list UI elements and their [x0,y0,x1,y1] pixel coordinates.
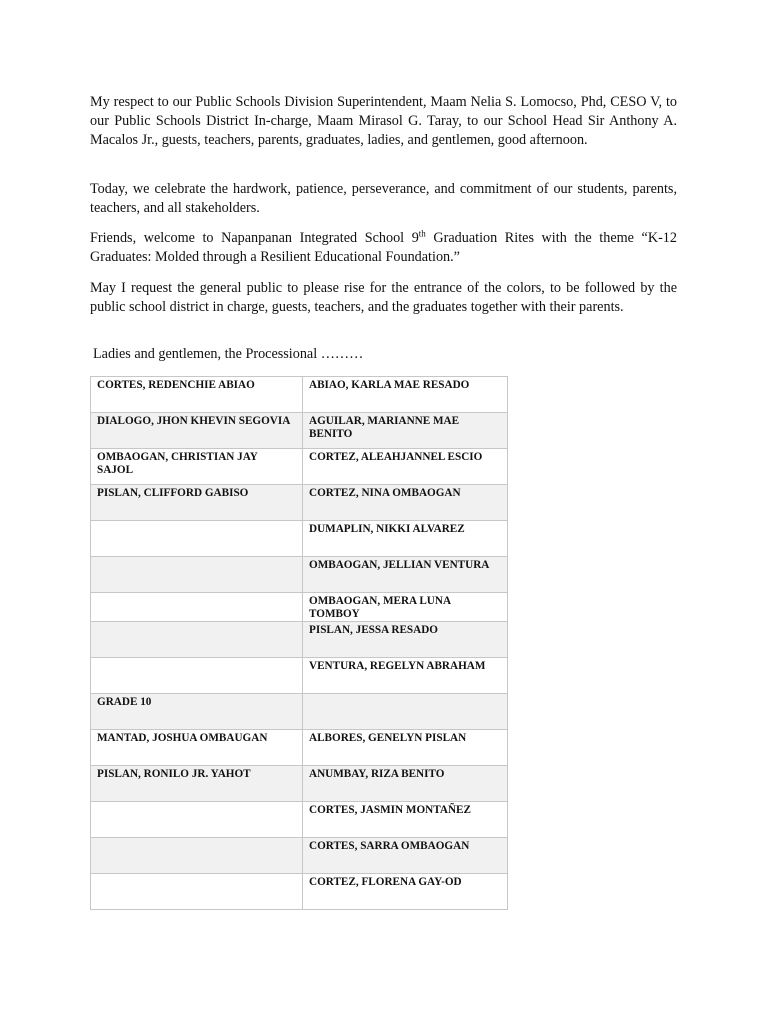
greeting-paragraph: My respect to our Public Schools Division Superintendent, Maam Nelia S. Lomocso, Phd, CESO V, to our Public Schools District In-charge, Maam Mirasol G. Taray, to our School Head Sir Anthony A. Macalos Jr., guests, teachers, parents, graduates, ladies, and gentlemen, good afternoon. [90,94,677,148]
male-graduate-cell: PISLAN, CLIFFORD GABISO [91,485,303,521]
female-graduate-cell: CORTEZ, ALEAHJANNEL ESCIO [303,449,508,485]
table-row [91,730,508,766]
graduates-table-body [91,377,508,910]
table-row [91,694,508,730]
male-graduate-cell [91,557,303,593]
male-graduate-cell [91,521,303,557]
female-graduate-cell: ABIAO, KARLA MAE RESADO [303,377,508,413]
table-row [91,802,508,838]
table-row [91,593,508,622]
female-graduate-cell: CORTES, JASMIN MONTAÑEZ [303,802,508,838]
graduates-table [90,376,508,910]
table-row [91,557,508,593]
table-row [91,485,508,521]
processional-line: Ladies and gentlemen, the Processional ……… [93,346,364,362]
female-graduate-cell: CORTEZ, FLORENA GAY-OD [303,874,508,910]
welcome-text-end: Graduation Rites with the theme “K-12 Graduates: Molded through a Resilient Educational Foundation.” [90,230,677,265]
request-paragraph: May I request the general public to please rise for the entrance of the colors, to be followed by the public school district in charge, guests, teachers, and the graduates together with their parents. [90,280,677,315]
female-graduate-cell: ALBORES, GENELYN PISLAN [303,730,508,766]
table-row [91,413,508,449]
table-row [91,658,508,694]
table-row [91,766,508,802]
welcome-paragraph [90,229,677,267]
female-graduate-cell: AGUILAR, MARIANNE MAE BENITO [303,413,508,449]
female-graduate-cell: DUMAPLIN, NIKKI ALVAREZ [303,521,508,557]
male-graduate-cell [91,593,303,622]
male-graduate-cell [91,838,303,874]
female-graduate-cell: OMBAOGAN, MERA LUNA TOMBOY [303,593,508,622]
celebration-paragraph: Today, we celebrate the hardwork, patience, perseverance, and commitment of our students, parents, teachers, and all stakeholders. [90,181,677,216]
female-graduate-cell: PISLAN, JESSA RESADO [303,622,508,658]
table-row [91,622,508,658]
table-row [91,838,508,874]
table-row [91,874,508,910]
female-graduate-cell [303,694,508,730]
female-graduate-cell: OMBAOGAN, JELLIAN VENTURA [303,557,508,593]
grade-heading-cell: GRADE 10 [91,694,303,730]
male-graduate-cell: OMBAOGAN, CHRISTIAN JAY SAJOL [91,449,303,485]
table-row [91,521,508,557]
table-row [91,449,508,485]
female-graduate-cell: CORTES, SARRA OMBAOGAN [303,838,508,874]
ordinal-suffix: th [418,228,426,239]
female-graduate-cell: CORTEZ, NINA OMBAOGAN [303,485,508,521]
male-graduate-cell: DIALOGO, JHON KHEVIN SEGOVIA [91,413,303,449]
female-graduate-cell: VENTURA, REGELYN ABRAHAM [303,658,508,694]
male-graduate-cell [91,802,303,838]
male-graduate-cell: PISLAN, RONILO JR. YAHOT [91,766,303,802]
table-row [91,377,508,413]
female-graduate-cell: ANUMBAY, RIZA BENITO [303,766,508,802]
male-graduate-cell: CORTES, REDENCHIE ABIAO [91,377,303,413]
male-graduate-cell [91,658,303,694]
male-graduate-cell: MANTAD, JOSHUA OMBAUGAN [91,730,303,766]
male-graduate-cell [91,622,303,658]
welcome-text-start: Friends, welcome to Napanpanan Integrated School 9 [90,230,419,246]
male-graduate-cell [91,874,303,910]
